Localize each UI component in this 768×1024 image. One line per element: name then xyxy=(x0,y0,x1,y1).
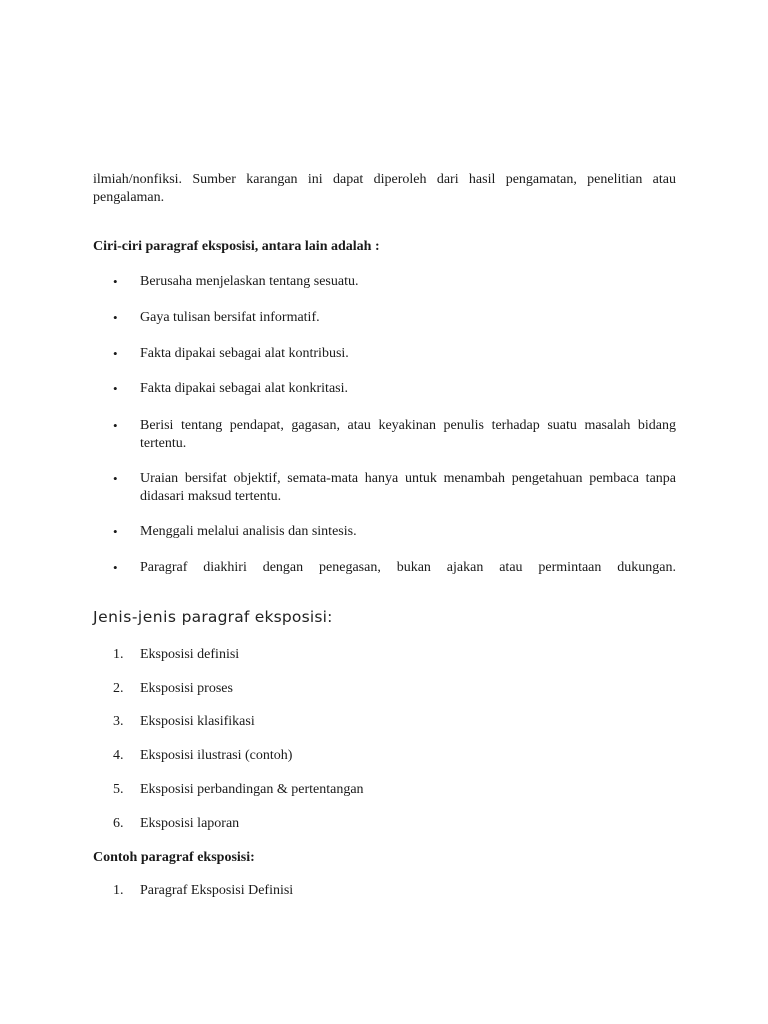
jenis-heading xyxy=(93,608,333,626)
list-number: 6. xyxy=(113,816,124,831)
list-number: 1. xyxy=(113,647,124,662)
bullet-icon: • xyxy=(113,418,118,433)
bullet-icon: • xyxy=(113,381,118,396)
list-item-text: Paragraf Eksposisi Definisi xyxy=(140,883,294,898)
jenis-heading-first: Jenis-jenis xyxy=(93,608,177,626)
list-item-text: Berisi tentang pendapat, gagasan, atau keyakinan penulis terhadap suatu masalah bidang tertentu. xyxy=(140,418,676,451)
list-item-text: Eksposisi laporan xyxy=(140,816,240,831)
list-number: 1. xyxy=(113,883,124,898)
jenis-heading-rest: paragraf eksposisi: xyxy=(181,608,333,626)
list-item-text: Fakta dipakai sebagai alat konkritasi. xyxy=(140,381,348,396)
bullet-icon: • xyxy=(113,560,118,575)
bullet-icon: • xyxy=(113,274,118,289)
list-item-text: Fakta dipakai sebagai alat kontribusi. xyxy=(140,346,349,361)
list-item-text: Eksposisi perbandingan & pertentangan xyxy=(140,782,364,797)
list-item-text: Eksposisi klasifikasi xyxy=(140,714,255,729)
list-number: 3. xyxy=(113,714,124,729)
list-item-text: Berusaha menjelaskan tentang sesuatu. xyxy=(140,274,359,289)
list-item-text: Uraian bersifat objektif, semata-mata hanya untuk menambah pengetahuan pembaca tanpa didasari maksud tertentu. xyxy=(140,471,676,504)
list-item-text: Gaya tulisan bersifat informatif. xyxy=(140,310,320,325)
list-number: 4. xyxy=(113,748,124,763)
list-item-text: Eksposisi definisi xyxy=(140,647,240,662)
intro-paragraph: ilmiah/nonfiksi. Sumber karangan ini dapat diperoleh dari hasil pengamatan, penelitian atau pengalaman. xyxy=(93,172,676,205)
list-number: 5. xyxy=(113,782,124,797)
list-item-text: Menggali melalui analisis dan sintesis. xyxy=(140,524,357,539)
bullet-icon: • xyxy=(113,524,118,539)
bullet-icon: • xyxy=(113,310,118,325)
list-item-text: Eksposisi ilustrasi (contoh) xyxy=(140,748,293,763)
bullet-icon: • xyxy=(113,346,118,361)
list-number: 2. xyxy=(113,681,124,696)
list-item-text: Paragraf diakhiri dengan penegasan, bukan ajakan atau permintaan dukungan. xyxy=(140,560,676,575)
list-item-text: Eksposisi proses xyxy=(140,681,233,696)
ciri-heading: Ciri-ciri paragraf eksposisi, antara lain adalah : xyxy=(93,239,380,254)
bullet-icon: • xyxy=(113,471,118,486)
contoh-heading: Contoh paragraf eksposisi: xyxy=(93,850,255,865)
